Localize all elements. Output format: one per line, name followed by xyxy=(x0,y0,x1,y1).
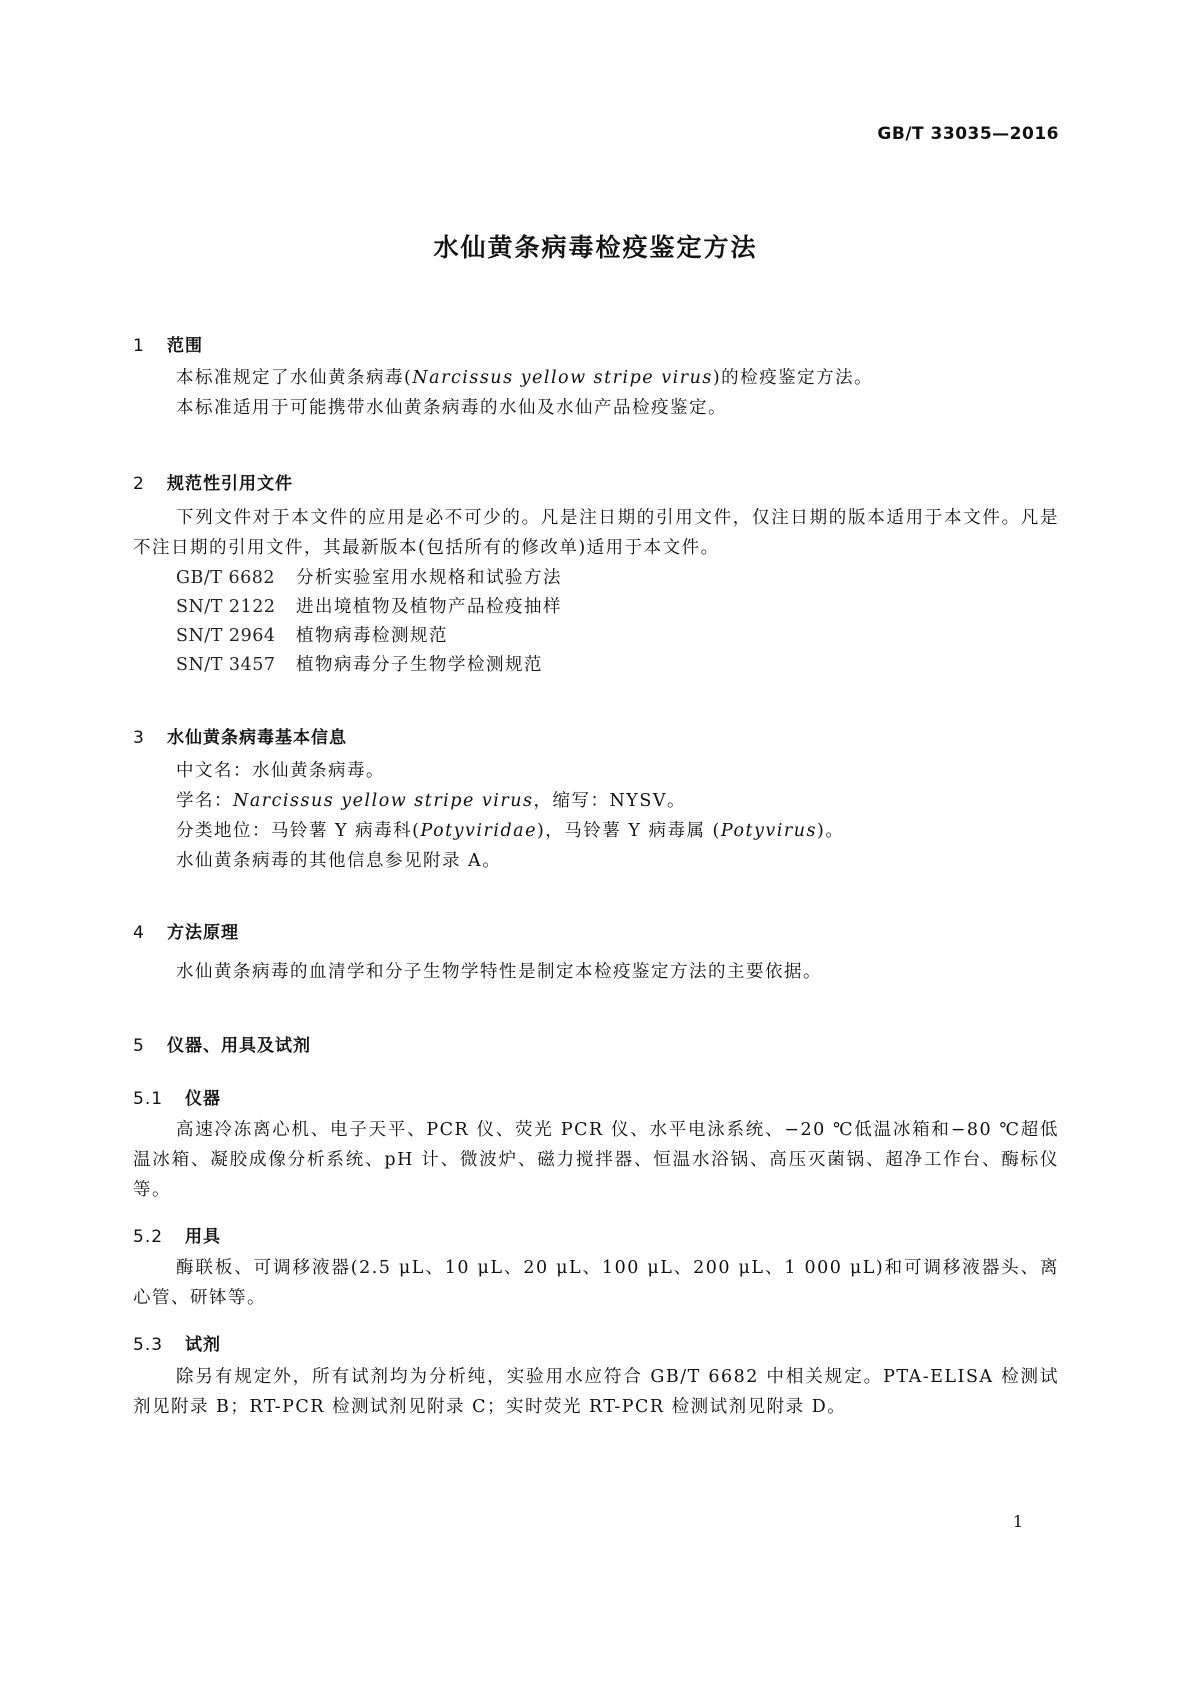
scope-paragraph-1 xyxy=(176,363,873,393)
reference-item xyxy=(176,592,562,622)
text-span: 学名： xyxy=(176,791,233,811)
reference-code: SN/T 2964 xyxy=(176,626,276,646)
chinese-name-line: 中文名：水仙黄条病毒。 xyxy=(176,761,385,781)
section-number: 5.2 xyxy=(133,1227,164,1247)
scientific-name: Narcissus yellow stripe virus xyxy=(412,368,713,388)
scientific-name-line xyxy=(176,786,686,816)
references-intro: 下列文件对于本文件的应用是必不可少的。凡是注日期的引用文件，仅注日期的版本适用于本文件。凡是不注日期的引用文件，其最新版本(包括所有的修改单)适用于本文件。 xyxy=(133,508,1059,558)
reference-code: SN/T 2122 xyxy=(176,597,276,617)
section-number: 4 xyxy=(133,923,145,943)
document-title: 水仙黄条病毒检疫鉴定方法 xyxy=(433,233,758,262)
section-number: 1 xyxy=(133,336,145,356)
section-3-heading xyxy=(133,723,347,748)
section-4-heading xyxy=(133,918,239,943)
page-number: 1 xyxy=(1012,1512,1023,1531)
taxonomy-line xyxy=(176,816,844,846)
section-2-heading xyxy=(133,469,293,494)
subsection-5-3-heading xyxy=(133,1330,221,1355)
text-span: )的检疫鉴定方法。 xyxy=(712,368,874,388)
instruments-paragraph: 高速冷冻离心机、电子天平、PCR 仪、荧光 PCR 仪、水平电泳系统、−20 ℃低温冰箱和−80 ℃超低温冰箱、凝胶成像分析系统、pH 计、微波炉、磁力搅拌器、恒温水浴锅、高压灭菌锅、超净工作台、酶标仪等。 xyxy=(133,1120,1059,1200)
scientific-name: Narcissus yellow stripe virus xyxy=(233,791,534,811)
reference-code: SN/T 3457 xyxy=(176,655,276,675)
section-title: 方法原理 xyxy=(167,923,239,943)
section-number: 2 xyxy=(133,474,145,494)
family-name: Potyviridae xyxy=(420,821,537,841)
section-title: 范围 xyxy=(167,336,203,356)
reference-name: 进出境植物及植物产品检疫抽样 xyxy=(296,597,562,617)
text-span: )。 xyxy=(817,821,845,841)
other-info-line: 水仙黄条病毒的其他信息参见附录 A。 xyxy=(176,851,502,871)
section-number: 5.1 xyxy=(133,1089,164,1109)
section-title: 用具 xyxy=(185,1227,221,1247)
section-number: 5.3 xyxy=(133,1335,164,1355)
genus-name: Potyvirus xyxy=(720,821,818,841)
section-number: 3 xyxy=(133,728,145,748)
text-span: ，缩写：NYSV。 xyxy=(533,791,686,811)
reference-name: 植物病毒分子生物学检测规范 xyxy=(296,655,543,675)
section-5-heading xyxy=(133,1031,311,1056)
reference-code: GB/T 6682 xyxy=(176,568,276,588)
reference-name: 植物病毒检测规范 xyxy=(296,626,448,646)
utensils-paragraph: 酶联板、可调移液器(2.5 μL、10 μL、20 μL、100 μL、200 μL、1 000 μL)和可调移液器头、离心管、研钵等。 xyxy=(133,1258,1059,1308)
subsection-5-2-heading xyxy=(133,1222,221,1247)
reagents-paragraph: 除另有规定外，所有试剂均为分析纯，实验用水应符合 GB/T 6682 中相关规定。PTA-ELISA 检测试剂见附录 B；RT-PCR 检测试剂见附录 C；实时荧光 RT-PCR 检测试剂见附录 D。 xyxy=(133,1367,1059,1417)
text-span: 本标准规定了水仙黄条病毒( xyxy=(176,368,413,388)
standard-number: GB/T 33035—2016 xyxy=(877,124,1059,144)
reference-item xyxy=(176,563,562,593)
section-1-heading xyxy=(133,331,203,356)
section-title: 仪器、用具及试剂 xyxy=(167,1036,311,1056)
section-title: 试剂 xyxy=(185,1335,221,1355)
subsection-5-1-heading xyxy=(133,1084,221,1109)
scope-paragraph-2: 本标准适用于可能携带水仙黄条病毒的水仙及水仙产品检疫鉴定。 xyxy=(176,398,727,418)
reference-item xyxy=(176,621,448,651)
section-title: 仪器 xyxy=(185,1089,221,1109)
text-span: )，马铃薯 Y 病毒属 ( xyxy=(536,821,721,841)
principle-paragraph: 水仙黄条病毒的血清学和分子生物学特性是制定本检疫鉴定方法的主要依据。 xyxy=(176,962,822,982)
section-title: 水仙黄条病毒基本信息 xyxy=(167,728,347,748)
text-span: 分类地位：马铃薯 Y 病毒科( xyxy=(176,821,421,841)
reference-name: 分析实验室用水规格和试验方法 xyxy=(296,568,562,588)
reference-item xyxy=(176,650,543,680)
section-number: 5 xyxy=(133,1036,145,1056)
section-title: 规范性引用文件 xyxy=(167,474,293,494)
